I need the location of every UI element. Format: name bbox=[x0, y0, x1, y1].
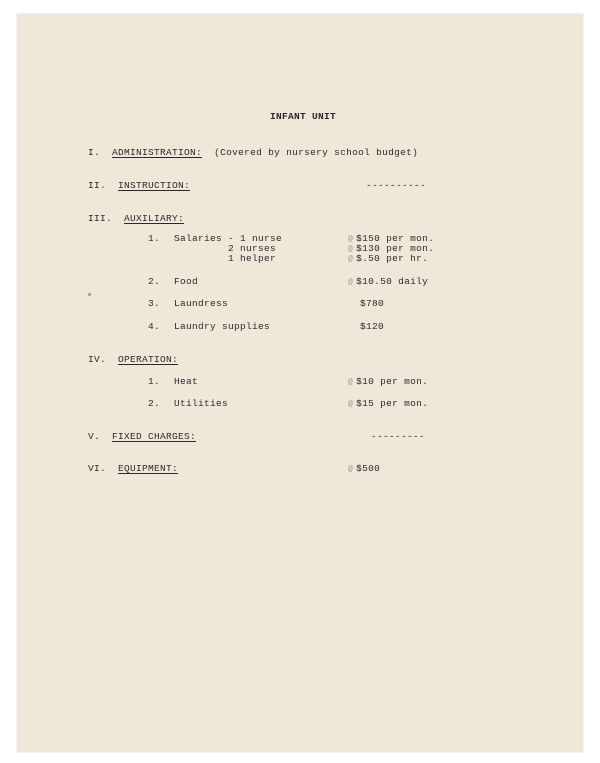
section-heading: OPERATION: bbox=[118, 354, 179, 365]
item-number: 2. bbox=[148, 398, 161, 409]
section-numeral: I. bbox=[88, 147, 101, 158]
at-symbol: @ bbox=[348, 255, 354, 264]
section-numeral: III. bbox=[88, 213, 113, 224]
item-label: Laundress bbox=[174, 298, 229, 309]
fixed-charges-amount: --------- bbox=[371, 431, 426, 442]
section-heading: ADMINISTRATION: bbox=[112, 147, 203, 158]
item-label: Food bbox=[174, 276, 199, 287]
list-item bbox=[148, 398, 228, 410]
section-instruction bbox=[88, 180, 190, 192]
item-number: 1. bbox=[148, 233, 161, 244]
item-label: Utilities bbox=[174, 398, 229, 409]
section-numeral: II. bbox=[88, 180, 107, 191]
section-note: (Covered by nursery school budget) bbox=[214, 147, 419, 158]
section-numeral: IV. bbox=[88, 354, 107, 365]
at-symbol: @ bbox=[348, 278, 354, 287]
section-numeral: V. bbox=[88, 431, 101, 442]
equipment-amount: @ $500 bbox=[348, 463, 381, 474]
item-amount: @ $130 per mon. bbox=[348, 243, 435, 254]
section-operation bbox=[88, 354, 178, 366]
at-symbol: @ bbox=[348, 400, 354, 409]
item-label: Salaries - 1 nurse bbox=[174, 233, 283, 244]
section-numeral: VI. bbox=[88, 463, 107, 474]
list-item bbox=[148, 276, 198, 288]
item-amount: $780 bbox=[360, 298, 385, 309]
at-symbol: @ bbox=[348, 245, 354, 254]
item-amount: @ $10 per mon. bbox=[348, 376, 429, 387]
item-label: Heat bbox=[174, 376, 199, 387]
item-number: 3. bbox=[148, 298, 161, 309]
sub-item-label: 1 helper bbox=[228, 253, 277, 264]
item-amount: @ $.50 per hr. bbox=[348, 253, 429, 264]
sub-item-label: 2 nurses bbox=[228, 243, 277, 254]
section-auxiliary bbox=[88, 213, 184, 225]
list-item bbox=[148, 376, 198, 388]
section-fixed-charges bbox=[88, 431, 196, 443]
section-administration bbox=[88, 147, 418, 159]
item-amount: @ $15 per mon. bbox=[348, 398, 429, 409]
list-item bbox=[148, 321, 270, 333]
section-equipment bbox=[88, 463, 178, 475]
item-number: 4. bbox=[148, 321, 161, 332]
list-item bbox=[148, 298, 228, 310]
item-label: Laundry supplies bbox=[174, 321, 271, 332]
item-amount: $120 bbox=[360, 321, 385, 332]
at-symbol: @ bbox=[348, 235, 354, 244]
item-number: 2. bbox=[148, 276, 161, 287]
section-heading: AUXILIARY: bbox=[124, 213, 185, 224]
at-symbol: @ bbox=[348, 378, 354, 387]
item-amount: @ $10.50 daily bbox=[348, 276, 429, 287]
document-title: INFANT UNIT bbox=[270, 111, 337, 122]
item-number: 1. bbox=[148, 376, 161, 387]
item-amount: @ $150 per mon. bbox=[348, 233, 435, 244]
instruction-amount: ---------- bbox=[366, 180, 427, 191]
section-heading: INSTRUCTION: bbox=[118, 180, 191, 191]
section-heading: EQUIPMENT: bbox=[118, 463, 179, 474]
at-symbol: @ bbox=[348, 465, 354, 474]
section-heading: FIXED CHARGES: bbox=[112, 431, 197, 442]
